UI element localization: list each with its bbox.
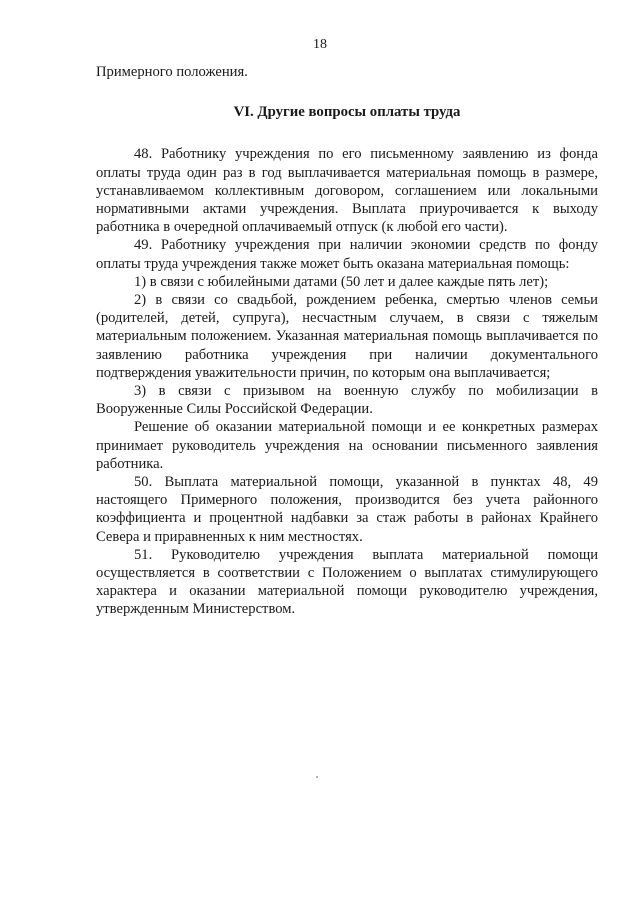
- paragraph-49-decision: Решение об оказании материальной помощи и ее конкретных размерах принимает руководитель учреждения на основании письменного заявления работника.: [96, 419, 598, 472]
- document-body: [96, 63, 598, 619]
- paragraph-49-item-1: 1) в связи с юбилейными датами (50 лет и далее каждые пять лет);: [134, 273, 549, 290]
- paragraph-49-item-3: 3) в связи с призывом на военную службу по мобилизации в Вооруженные Силы Российской Федерации.: [96, 383, 598, 418]
- continuation-text: Примерного положения.: [96, 64, 248, 80]
- paragraph-50: 50. Выплата материальной помощи, указанной в пунктах 48, 49 настоящего Примерного положения, производится без учета районного коэффициента и процентной надбавки за стаж работы в районах Крайнего Севера и приравненных к ним местностях.: [96, 474, 598, 545]
- page-number: 18: [313, 37, 327, 52]
- paragraph-49: 49. Работнику учреждения при наличии экономии средств по фонду оплаты труда учреждения также может быть оказана материальная помощь:: [96, 237, 598, 272]
- section-heading: VI. Другие вопросы оплаты труда: [233, 104, 461, 121]
- paragraph-48: 48. Работнику учреждения по его письменному заявлению из фонда оплаты труда один раз в год выплачивается материальная помощь в размере, устанавливаемом коллективным договором, соглашением или локальными нормативными актами учреждения. Выплата приурочивается к выходу работника в очередной оплачиваемый отпуск (к любой его части).: [96, 146, 598, 236]
- paragraph-49-item-2: 2) в связи со свадьбой, рождением ребенка, смертью членов семьи (родителей, детей, супруга), несчастным случаем, в связи с тяжелым материальным положением. Указанная материальная помощь выплачивается по заявлению работника учреждения при наличии документального подтверждения уважительности причин, по которым она выплачивается;: [96, 292, 598, 381]
- paragraph-51: 51. Руководителю учреждения выплата материальной помощи осуществляется в соответствии с Положением о выплатах стимулирующего характера и оказании материальной помощи руководителю учреждения, утвержденным Министерством.: [96, 546, 598, 618]
- scan-artifact-dot: [316, 776, 318, 778]
